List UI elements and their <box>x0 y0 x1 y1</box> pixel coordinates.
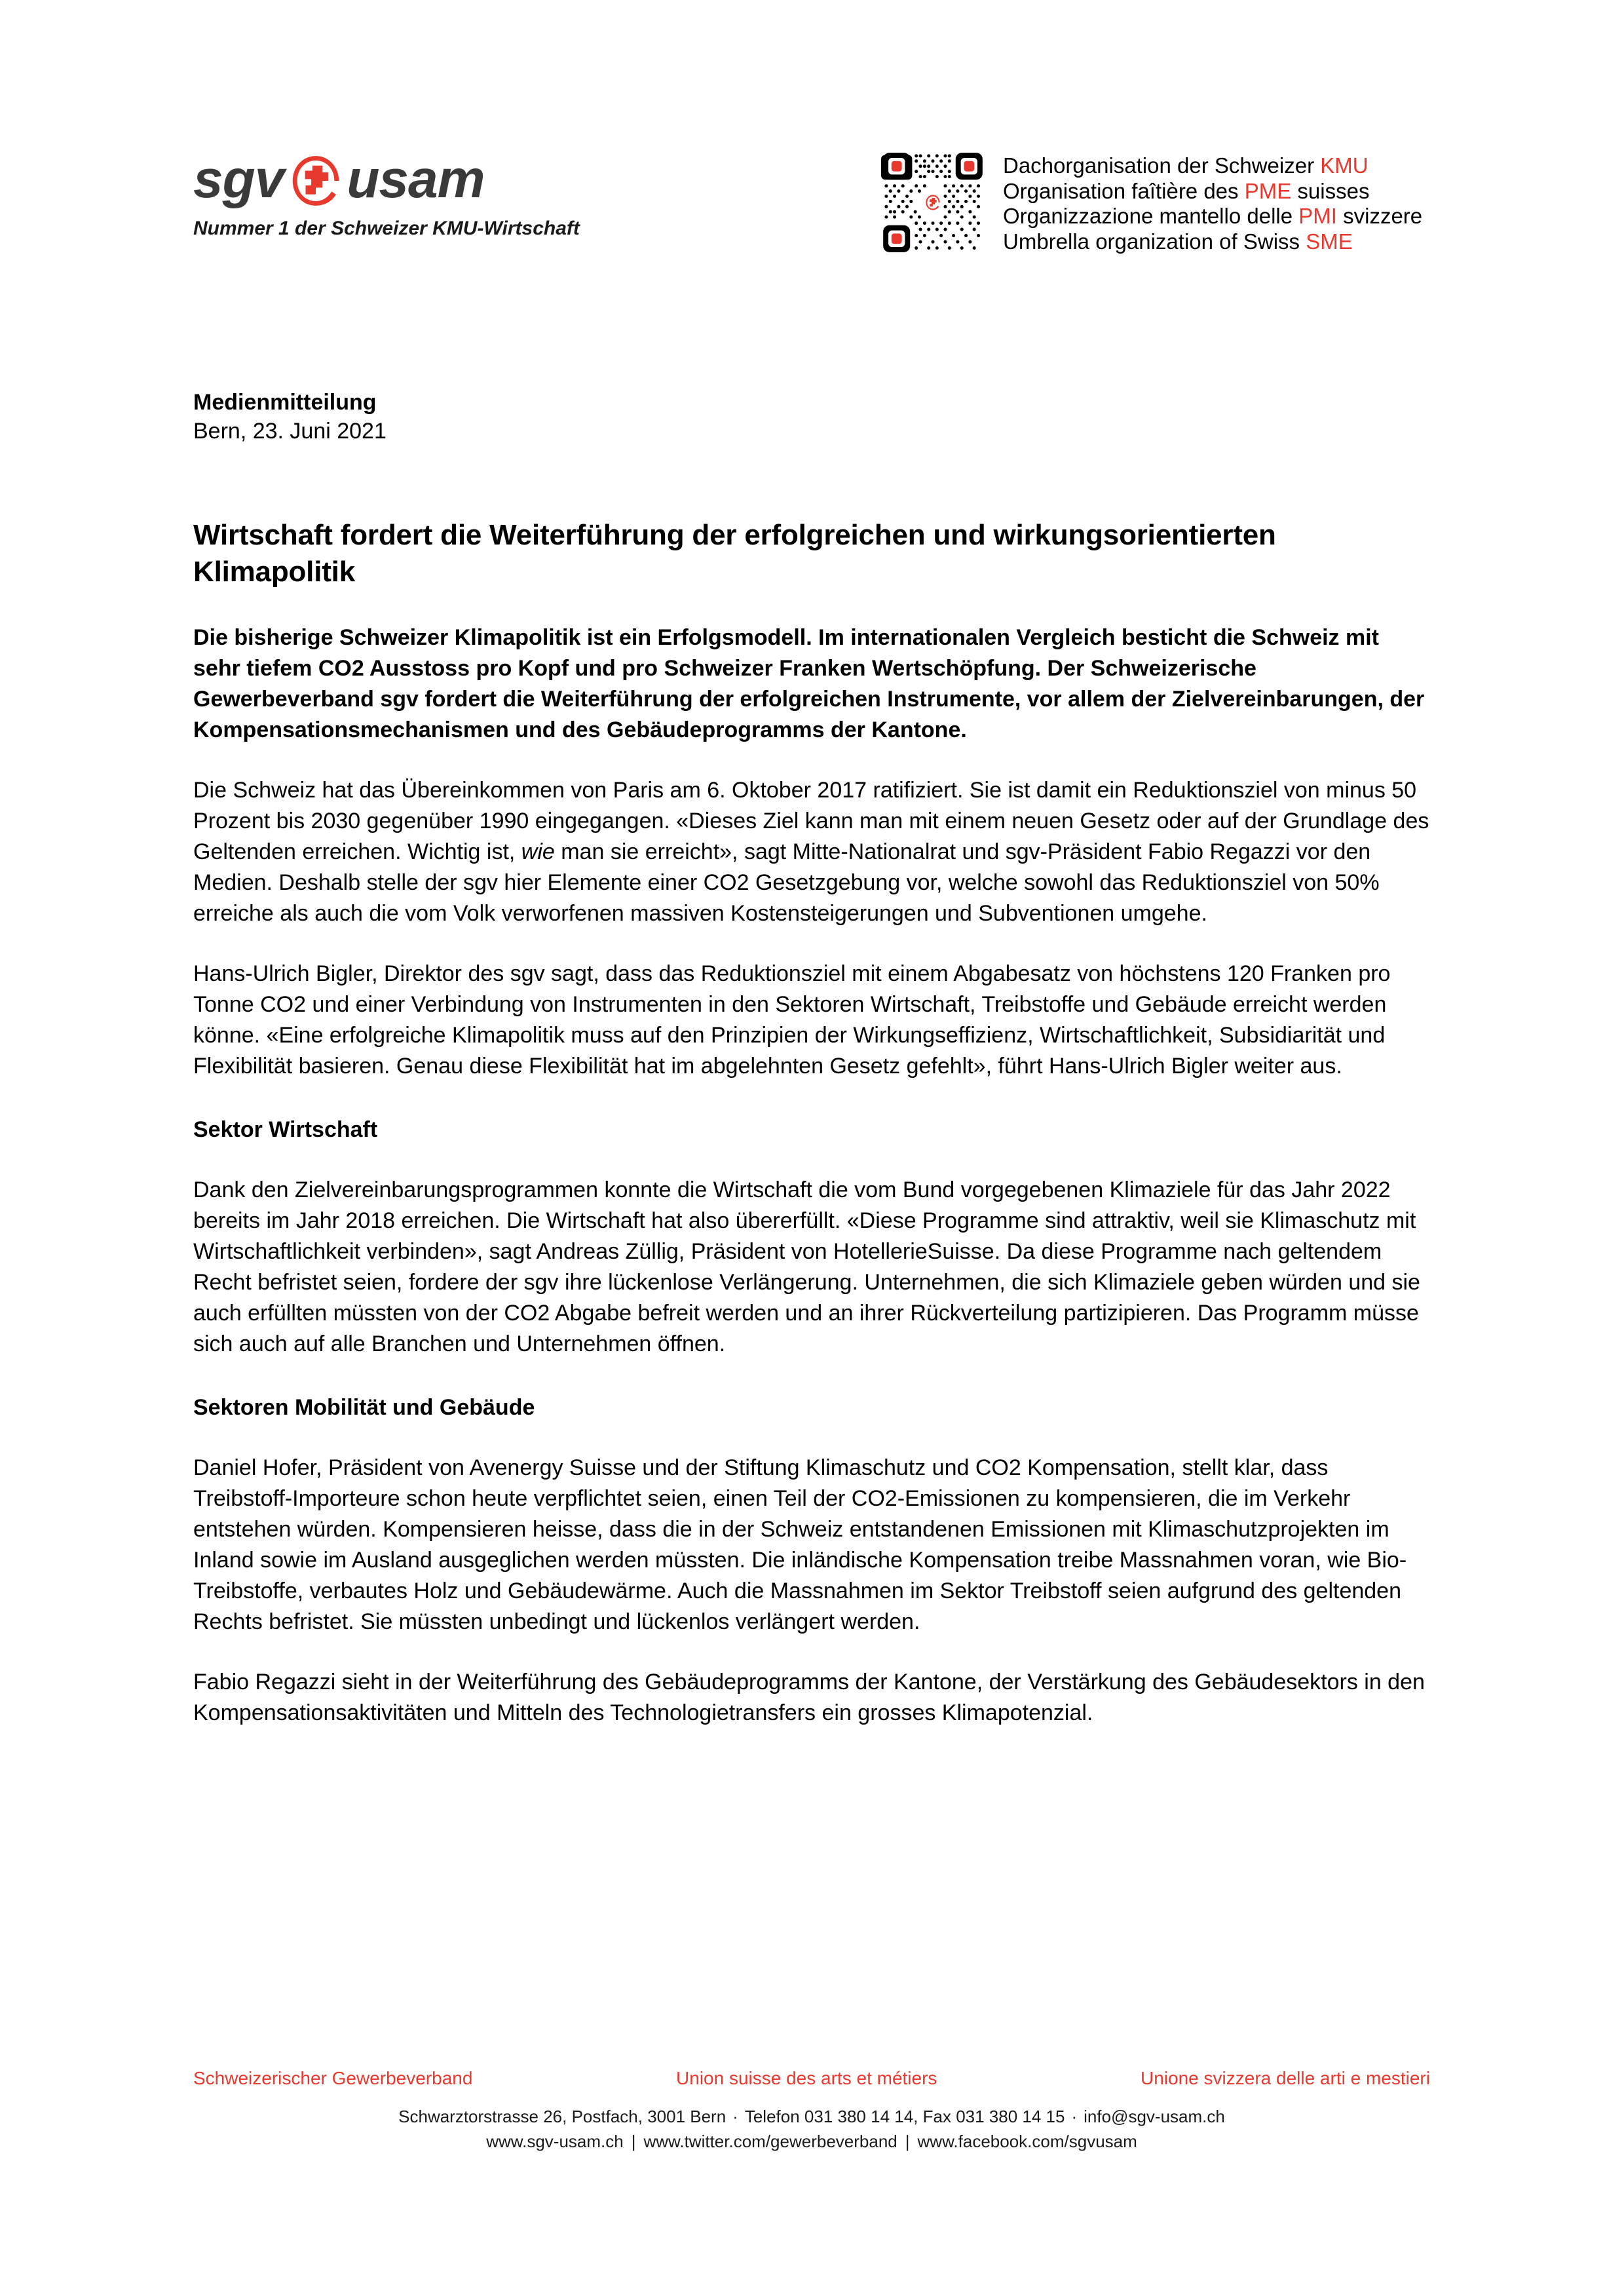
logo-wordmark <box>193 149 599 210</box>
org-line-de-acronym: KMU <box>1320 153 1369 178</box>
paragraph-1-emphasis: wie <box>521 839 555 864</box>
org-line-en-text: Umbrella organization of Swiss <box>1003 229 1306 254</box>
footer-separator-1: · <box>732 2107 738 2126</box>
section-body-wirtschaft: Dank den Zielvereinbarungsprogrammen konnte die Wirtschaft die vom Bund vorgegebenen Klimaziele für das Jahr 2022 bereits im Jahr 2018 erreichen. Die Wirtschaft hat also übererfüllt. «Diese Programme sind attraktiv, weil sie Klimaschutz mit Wirtschaftlichkeit verbinden», sagt Andreas Züllig, Präsident von HotellerieSuisse. Da diese Programme nach geltendem Recht befristet seien, fordere der sgv ihre lückenlose Verlängerung. Unternehmen, die sich Klimaziele geben würden und sie auch erfüllten müssten von der CO2 Abgabe befreit werden und an ihrer Rückverteilung partizipieren. Das Programm müsse sich auch auf alle Branchen und Unternehmen öffnen. <box>193 1177 1420 1356</box>
org-line-it-text: Organizzazione mantello delle <box>1003 204 1299 228</box>
qr-code-icon <box>881 151 985 254</box>
org-line-en <box>1003 229 1422 255</box>
footer-email[interactable]: info@sgv-usam.ch <box>1084 2107 1225 2126</box>
footer-link-separator-1: | <box>631 2132 636 2151</box>
logo-tagline: Nummer 1 der Schweizer KMU-Wirtschaft <box>193 218 580 239</box>
footer-link-facebook[interactable]: www.facebook.com/sgvusam <box>917 2132 1137 2151</box>
footer-name-de: Schweizerischer Gewerbeverband <box>193 2068 473 2088</box>
org-line-fr <box>1003 179 1422 204</box>
sgv-usam-logo <box>193 149 599 240</box>
org-line-de-text: Dachorganisation der Schweizer <box>1003 153 1321 178</box>
logo-word-sgv: sgv <box>193 149 284 209</box>
organization-identity <box>881 151 1422 254</box>
logo-word-usam: usam <box>347 149 485 209</box>
footer-phone: Telefon 031 380 14 14, Fax 031 380 14 15 <box>744 2107 1065 2126</box>
footer-name-fr: Union suisse des arts et métiers <box>676 2068 937 2088</box>
document-footer <box>193 2067 1430 2154</box>
section-heading-wirtschaft: Sektor Wirtschaft <box>193 1117 378 1142</box>
organization-languages <box>1003 151 1422 254</box>
footer-link-website[interactable]: www.sgv-usam.ch <box>486 2132 624 2151</box>
footer-contact-line <box>193 2104 1430 2129</box>
footer-separator-2: · <box>1071 2107 1078 2126</box>
lead-paragraph: Die bisherige Schweizer Klimapolitik ist ein Erfolgsmodell. Im internationalen Vergleich besticht die Schweiz mit sehr tiefem CO2 Ausstoss pro Kopf und pro Schweizer Franken Wertschöpfung. Der Schweizerische Gewerbeverband sgv fordert die Weiterführung der erfolgreichen Instrumente, vor allem der Zielvereinbarungen, der Kompensationsmechanismen und des Gebäudeprogramms der Kantone. <box>193 625 1425 742</box>
org-line-fr-text: Organisation faîtière des <box>1003 178 1245 203</box>
footer-links-line <box>193 2129 1430 2154</box>
footer-link-twitter[interactable]: www.twitter.com/gewerbeverband <box>643 2132 897 2151</box>
footer-address: Schwarztorstrasse 26, Postfach, 3001 Bern <box>398 2107 727 2126</box>
org-line-fr-suffix: suisses <box>1291 178 1370 203</box>
dateline: Bern, 23. Juni 2021 <box>193 419 387 444</box>
section-heading-mobilitaet-gebaeude: Sektoren Mobilität und Gebäude <box>193 1395 535 1420</box>
document-body <box>193 388 1430 1729</box>
org-line-fr-acronym: PME <box>1244 178 1292 203</box>
document-header <box>193 149 1467 274</box>
footer-name-it: Unione svizzera delle arti e mestieri <box>1141 2068 1430 2088</box>
paragraph-2: Hans-Ulrich Bigler, Direktor des sgv sagt, dass das Reduktionsziel mit einem Abgabesatz von höchstens 120 Franken pro Tonne CO2 und einer Verbindung von Instrumenten in den Sektoren Wirtschaft, Treibstoffe und Gebäude erreicht werden könne. «Eine erfolgreiche Klimapolitik muss auf den Prinzipien der Wirkungseffizienz, Wirtschaftlichkeit, Subsidiarität und Flexibilität basieren. Genau diese Flexibilität hat im abgelehnten Gesetz gefehlt», führt Hans-Ulrich Bigler weiter aus. <box>193 961 1391 1079</box>
swiss-cross-ring-icon <box>288 153 344 209</box>
paragraph-1-part-1: Die Schweiz hat das Übereinkommen von Paris am 6. Oktober 2017 ratifiziert. Sie ist damit ein Reduktionsziel von minus 50 Prozent bis 2030 gegenüber 1990 eingegangen. «Dieses Ziel kann man mit einem neuen Gesetz oder auf der Grundlage des Geltenden erreichen. Wichtig ist, <box>193 778 1429 864</box>
org-line-it <box>1003 204 1422 229</box>
paragraph-1 <box>193 775 1430 929</box>
footer-link-separator-2: | <box>905 2132 910 2151</box>
org-line-it-suffix: svizzere <box>1336 204 1423 228</box>
page-title: Wirtschaft fordert die Weiterführung der erfolgreichen und wirkungsorientierten Klimapolitik <box>193 519 1276 588</box>
closing-paragraph: Fabio Regazzi sieht in der Weiterführung des Gebäudeprogramms der Kantone, der Verstärkung des Gebäudesektors in den Kompensationsaktivitäten und Mitteln des Technologietransfers ein grosses Klimapotenzial. <box>193 1670 1425 1725</box>
document-type-label: Medienmitteilung <box>193 390 377 415</box>
org-line-it-acronym: PMI <box>1298 204 1337 228</box>
org-line-en-acronym: SME <box>1306 229 1353 254</box>
footer-organization-names <box>193 2067 1430 2090</box>
paragraph-1-part-2: man sie erreicht», sagt Mitte-Nationalrat und sgv-Präsident Fabio Regazzi vor den Medien. Deshalb stelle der sgv hier Elemente einer CO2 Gesetzgebung vor, welche sowohl das Reduktionsziel von 50% erreiche als auch die vom Volk verworfenen massiven Kostensteigerungen und Subventionen umgehe. <box>193 839 1380 926</box>
org-line-de <box>1003 153 1422 179</box>
section-body-mobilitaet-gebaeude: Daniel Hofer, Präsident von Avenergy Suisse und der Stiftung Klimaschutz und CO2 Kompensation, stellt klar, dass Treibstoff-Importeure schon heute verpflichtet seien, einen Teil der CO2-Emissionen zu kompensieren, die im Verkehr entstehen würden. Kompensieren heisse, dass die in der Schweiz entstandenen Emissionen mit Klimaschutzprojekten im Inland sowie im Ausland ausgeglichen werden müssten. Die inländische Kompensation treibe Massnahmen voran, wie Bio-Treibstoffe, verbautes Holz und Gebäudewärme. Auch die Massnahmen im Sektor Treibstoff seien aufgrund des geltenden Rechts befristet. Sie müssten unbedingt und lückenlos verlängert werden. <box>193 1455 1407 1634</box>
